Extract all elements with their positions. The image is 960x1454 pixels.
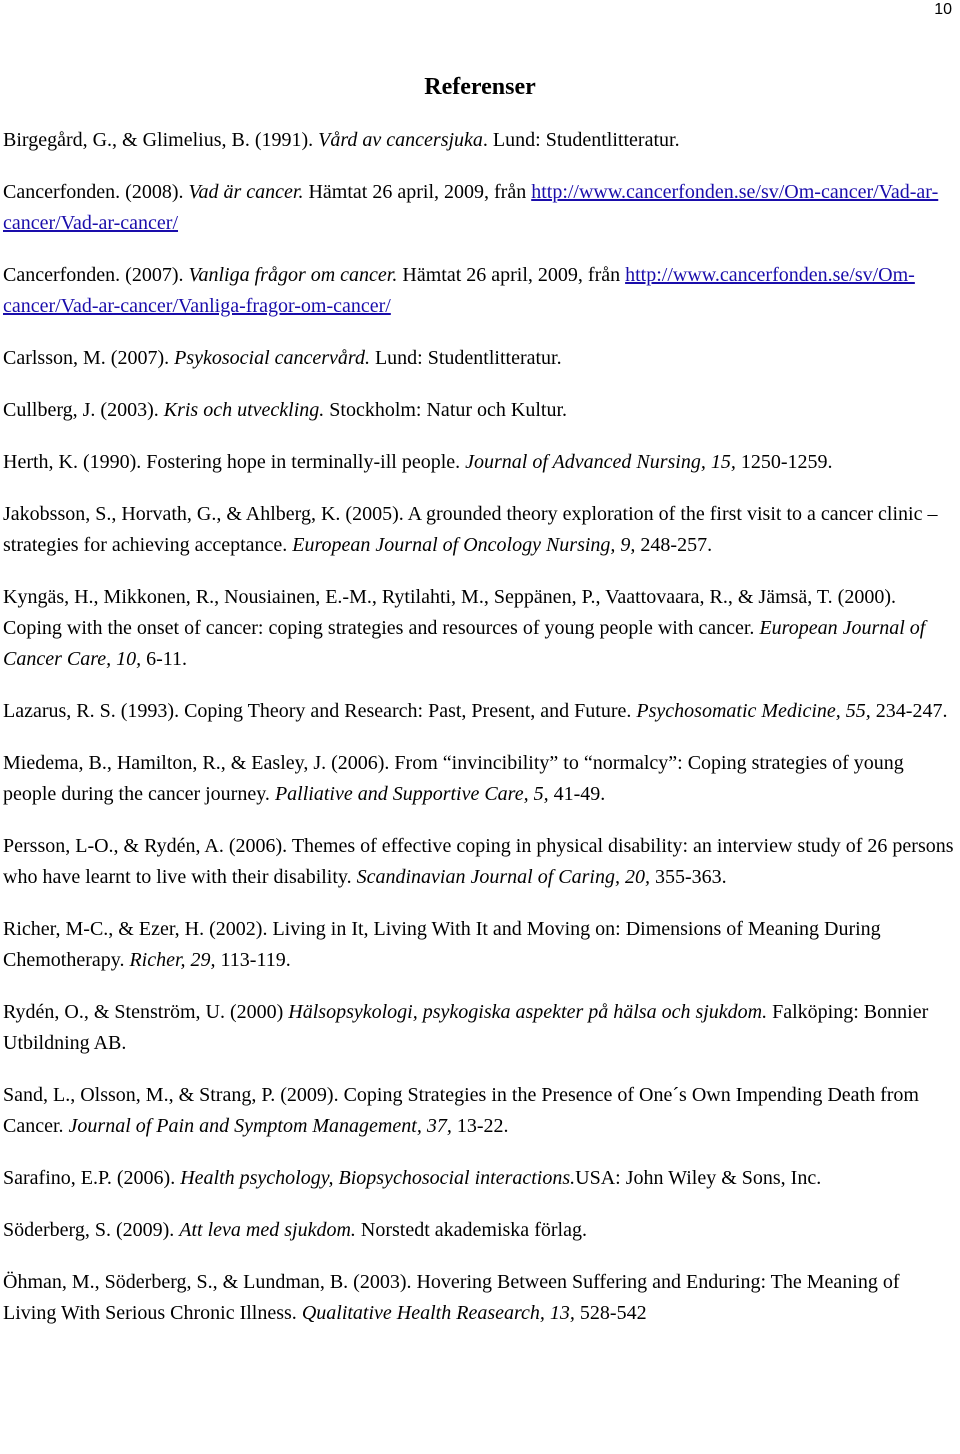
reference-entry bbox=[3, 125, 955, 156]
reference-entry bbox=[3, 696, 955, 727]
reference-text: 248-257. bbox=[635, 534, 713, 556]
reference-text: Jakobsson, S., Horvath, G., & Ahlberg, K. (2005). A grounded theory exploration of the first visit to a cancer clinic – strategies for achieving acceptance. bbox=[3, 503, 938, 556]
reference-text: Birgegård, G., & Glimelius, B. (1991). bbox=[3, 129, 319, 151]
reference-text: Stockholm: Natur och Kultur. bbox=[324, 399, 568, 421]
reference-italic-text: Qualitative Health Reasearch, 13, bbox=[301, 1302, 575, 1324]
reference-text: Lazarus, R. S. (1993). Coping Theory and Research: Past, Present, and Future. bbox=[3, 700, 637, 722]
reference-entry bbox=[3, 997, 955, 1059]
reference-entry bbox=[3, 395, 955, 426]
reference-italic-text: Journal of Pain and Symptom Management, 37, bbox=[68, 1115, 452, 1137]
page-title: Referenser bbox=[424, 74, 536, 100]
reference-entry bbox=[3, 748, 955, 810]
reference-text: 41-49. bbox=[548, 783, 606, 805]
reference-text: 528-542 bbox=[574, 1302, 647, 1324]
reference-italic-text: Psykosocial cancervård. bbox=[174, 347, 370, 369]
reference-entry bbox=[3, 447, 955, 478]
reference-italic-text: European Journal of Cancer Care, 10, bbox=[3, 617, 926, 670]
reference-text: 113-119. bbox=[215, 949, 291, 971]
reference-entry bbox=[3, 177, 955, 239]
reference-entry bbox=[3, 343, 955, 374]
reference-entry bbox=[3, 499, 955, 561]
reference-entry bbox=[3, 582, 955, 675]
reference-entry bbox=[3, 831, 955, 893]
reference-text: Kyngäs, H., Mikkonen, R., Nousiainen, E.-M., Rytilahti, M., Seppänen, P., Vaattovaara, R., & Jämsä, T. (2000). Coping with the onset of cancer: coping strategies and resources of young people with cancer. bbox=[3, 586, 896, 639]
reference-italic-text: Richer, 29, bbox=[129, 949, 216, 971]
reference-text: Persson, L-O., & Rydén, A. (2006). Themes of effective coping in physical disability: an interview study of 26 persons who have learnt to live with their disability. bbox=[3, 835, 954, 888]
reference-italic-text: Att leva med sjukdom. bbox=[179, 1219, 356, 1241]
reference-entry bbox=[3, 1163, 955, 1194]
reference-entry bbox=[3, 914, 955, 976]
reference-italic-text: Psychosomatic Medicine, 55, bbox=[636, 700, 871, 722]
reference-italic-text: European Journal of Oncology Nursing, 9, bbox=[292, 534, 636, 556]
page-number: 10 bbox=[934, 1, 952, 18]
reference-text: Sarafino, E.P. (2006). bbox=[3, 1167, 181, 1189]
reference-entry bbox=[3, 1215, 955, 1246]
reference-entry bbox=[3, 1267, 955, 1329]
reference-italic-text: Hälsopsykologi, psykogiska aspekter på hälsa och sjukdom. bbox=[288, 1001, 768, 1023]
reference-italic-text: Journal of Advanced Nursing, 15, bbox=[465, 451, 736, 473]
reference-text: Cullberg, J. (2003). bbox=[3, 399, 164, 421]
reference-text: Cancerfonden. (2007). bbox=[3, 264, 189, 286]
reference-text: Söderberg, S. (2009). bbox=[3, 1219, 180, 1241]
reference-link[interactable]: http://www.cancerfonden.se/sv/Om-cancer/Vad-ar-cancer/Vad-ar-cancer/ bbox=[3, 181, 939, 234]
reference-entry bbox=[3, 260, 955, 322]
reference-italic-text: Vad är cancer. bbox=[188, 181, 304, 203]
reference-italic-text: Scandinavian Journal of Caring, 20, bbox=[356, 866, 650, 888]
reference-text: Norstedt akademiska förlag. bbox=[355, 1219, 587, 1241]
reference-text: 6-11. bbox=[141, 648, 188, 670]
reference-text: Cancerfonden. (2008). bbox=[3, 181, 189, 203]
reference-text: 1250-1259. bbox=[735, 451, 833, 473]
reference-text: Sand, L., Olsson, M., & Strang, P. (2009). Coping Strategies in the Presence of One´s Own Impending Death from Cancer. bbox=[3, 1084, 919, 1137]
reference-text: Herth, K. (1990). Fostering hope in terminally-ill people. bbox=[3, 451, 466, 473]
reference-text: Richer, M-C., & Ezer, H. (2002). Living in It, Living With It and Moving on: Dimensions of Meaning During Chemotherapy. bbox=[3, 918, 881, 971]
reference-list bbox=[3, 125, 955, 1350]
reference-text: Carlsson, M. (2007). bbox=[3, 347, 175, 369]
reference-text: Rydén, O., & Stenström, U. (2000) bbox=[3, 1001, 289, 1023]
reference-italic-text: Palliative and Supportive Care, 5, bbox=[274, 783, 549, 805]
reference-text: Lund: Studentlitteratur. bbox=[369, 347, 562, 369]
reference-italic-text: Vård av cancersjuka bbox=[318, 129, 483, 151]
reference-italic-text: Health psychology, Biopsychosocial interactions. bbox=[180, 1167, 576, 1189]
reference-italic-text: Vanliga frågor om cancer. bbox=[188, 264, 398, 286]
reference-text: . Lund: Studentlitteratur. bbox=[482, 129, 680, 151]
reference-text: Hämtat 26 april, 2009, från bbox=[397, 264, 626, 286]
reference-text: 13-22. bbox=[451, 1115, 509, 1137]
reference-text: 355-363. bbox=[649, 866, 727, 888]
reference-text: 234-247. bbox=[870, 700, 948, 722]
reference-link[interactable]: http://www.cancerfonden.se/sv/Om-cancer/Vad-ar-cancer/Vanliga-fragor-om-cancer/ bbox=[3, 264, 915, 317]
reference-italic-text: Kris och utveckling. bbox=[163, 399, 325, 421]
reference-text: Hämtat 26 april, 2009, från bbox=[303, 181, 532, 203]
reference-entry bbox=[3, 1080, 955, 1142]
reference-text: Miedema, B., Hamilton, R., & Easley, J. (2006). From “invincibility” to “normalcy”: Coping strategies of young people during the cancer journey. bbox=[3, 752, 904, 805]
reference-text: USA: John Wiley & Sons, Inc. bbox=[575, 1167, 822, 1189]
reference-text: Falköping: Bonnier Utbildning AB. bbox=[3, 1001, 929, 1054]
reference-text: Öhman, M., Söderberg, S., & Lundman, B. (2003). Hovering Between Suffering and Enduring: The Meaning of Living With Serious Chronic Illness. bbox=[3, 1271, 900, 1324]
